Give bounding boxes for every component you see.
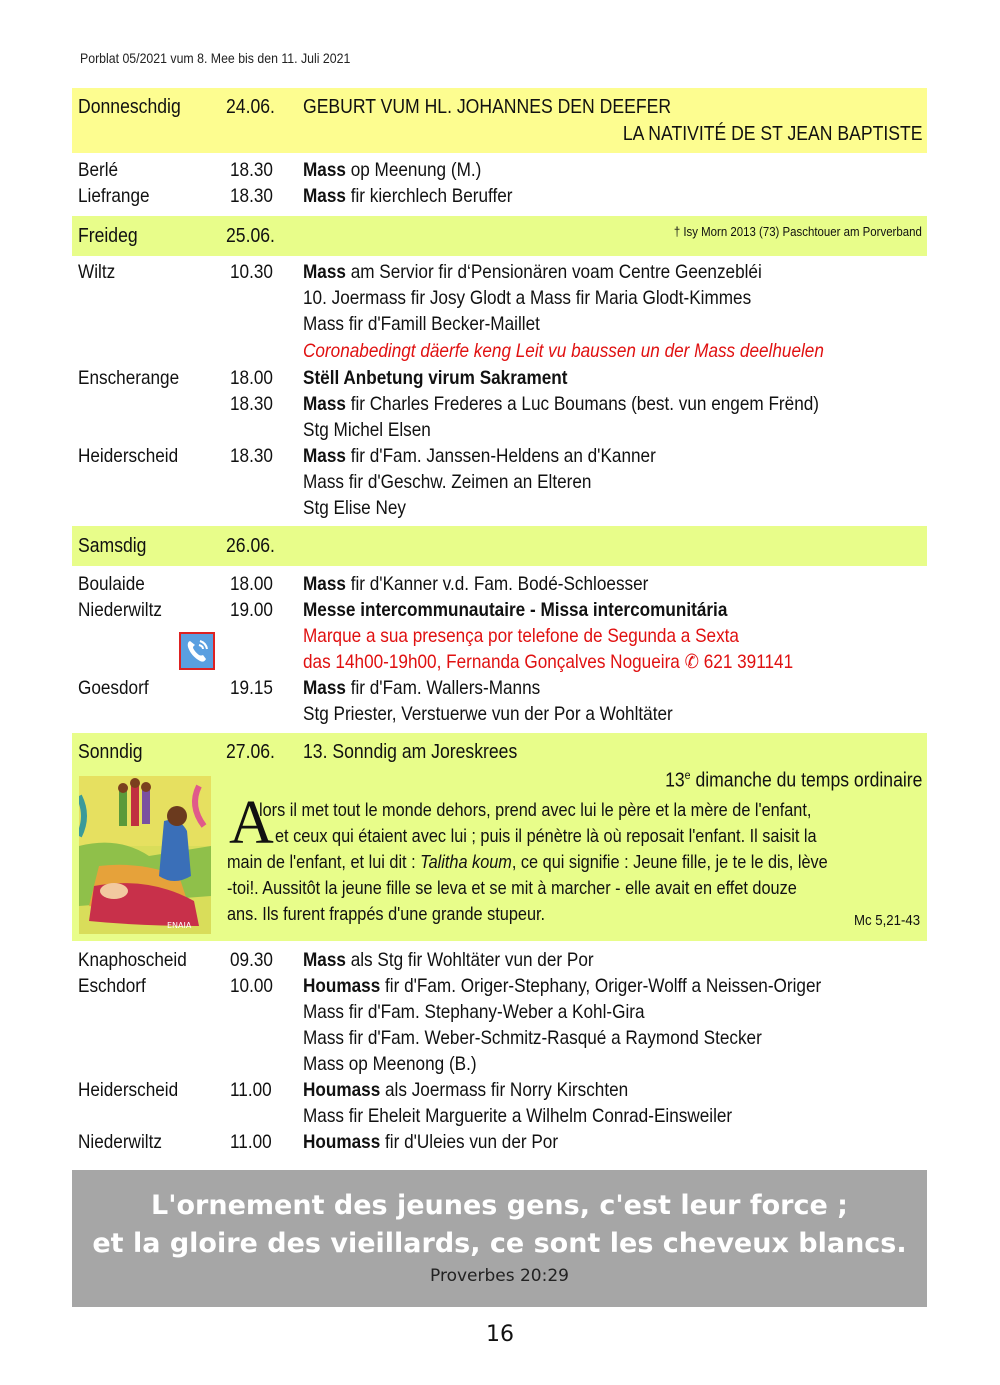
schedule-row: Wiltz 10.30 Mass am Servior fir d‘Pensionären voam Centre Geenzebléi bbox=[78, 261, 762, 283]
day-name: Samsdig bbox=[78, 535, 147, 557]
schedule-row: Liefrange 18.30 Mass fir kierchlech Beruffer bbox=[78, 185, 513, 207]
schedule-row: Knaphoscheid 09.30 Mass als Stg fir Wohltäter vun der Por bbox=[78, 949, 594, 971]
day-name: Freideg bbox=[78, 225, 138, 247]
day-name: Donneschdig bbox=[78, 96, 181, 118]
phone-icon bbox=[179, 632, 215, 670]
day-date: 25.06. bbox=[226, 225, 275, 247]
day-date: 26.06. bbox=[226, 535, 275, 557]
schedule-row: Mass fir d'Geschw. Zeimen an Elteren bbox=[303, 471, 592, 493]
gospel-text: lors il met tout le monde dehors, prend avec lui le père et la mère de l'enfant, et ceux qui étaient avec lui ; puis il pénètre là où reposait l'enfant. Il saisit la main de l'enfant, et lui dit : Talitha koum, ce qui signifie : Jeune fille, je te le dis, lève -toi!. Aussitôt la jeune fille se leva et se mit à marcher - elle avait en effet douze ans. Ils furent frappés d'une grande stupeur. bbox=[227, 799, 828, 924]
schedule-row: Mass op Meenong (B.) bbox=[303, 1053, 477, 1075]
quote-line: L'ornement des jeunes gens, c'est leur force ; bbox=[151, 1190, 848, 1221]
memorial-note: † Isy Morn 2013 (73) Paschtouer am Porverband bbox=[674, 224, 922, 239]
day-date: 24.06. bbox=[226, 96, 275, 118]
day-band-thursday bbox=[72, 88, 927, 153]
day-band-saturday bbox=[72, 526, 927, 566]
drop-cap: A bbox=[229, 789, 274, 857]
day-name: Sonndig bbox=[78, 741, 143, 763]
gospel-painting bbox=[79, 776, 211, 934]
feast-title-fr: LA NATIVITÉ DE ST JEAN BAPTISTE bbox=[622, 123, 922, 145]
schedule-row: das 14h00-19h00, Fernanda Gonçalves Nogueira ✆ 621 391141 bbox=[303, 651, 794, 673]
schedule-row: Mass fir Eheleit Marguerite a Wilhelm Conrad-Einsweiler bbox=[303, 1105, 733, 1127]
gospel-reference: Mc 5,21-43 bbox=[853, 912, 920, 929]
schedule-row: Goesdorf 19.15 Mass fir d'Fam. Wallers-Manns bbox=[78, 677, 541, 699]
svg-text:ENAIA: ENAIA bbox=[167, 921, 192, 930]
page-number: 16 bbox=[486, 1322, 514, 1347]
schedule-row: Boulaide 18.00 Mass fir d'Kanner v.d. Fam. Bodé-Schloesser bbox=[78, 573, 649, 595]
schedule-row: Niederwiltz 19.00 Messe intercommunautaire - Missa intercomunitária bbox=[78, 599, 728, 621]
schedule-row: Stg Priester, Verstuerwe vun der Por a Wohltäter bbox=[303, 703, 673, 725]
schedule-row: Niederwiltz 11.00 Houmass fir d'Uleies vun der Por bbox=[78, 1131, 559, 1153]
schedule-row: Heiderscheid 11.00 Houmass als Joermass fir Norry Kirschten bbox=[78, 1079, 629, 1101]
schedule-row: Mass fir d'Famill Becker-Maillet bbox=[303, 313, 540, 335]
sunday-title-fr: 13e dimanche du temps ordinaire bbox=[664, 768, 922, 792]
corona-notice: Coronabedingt däerfe keng Leit vu baussen un der Mass deelhuelen bbox=[303, 340, 824, 362]
schedule-row: 18.30 Mass fir Charles Frederes a Luc Boumans (best. vun engem Frënd) bbox=[230, 393, 819, 415]
day-band-friday bbox=[72, 216, 927, 256]
schedule-row: Heiderscheid 18.30 Mass fir d'Fam. Janssen-Heldens an d'Kanner bbox=[78, 445, 656, 467]
day-date: 27.06. bbox=[226, 741, 275, 763]
schedule-row: 10. Joermass fir Josy Glodt a Mass fir Maria Glodt-Kimmes bbox=[303, 287, 752, 309]
schedule-row: Mass fir d'Fam. Weber-Schmitz-Rasqué a Raymond Stecker bbox=[303, 1027, 762, 1049]
sunday-title: 13. Sonndig am Joreskrees bbox=[303, 741, 518, 763]
schedule-row: Berlé 18.30 Mass op Meenung (M.) bbox=[78, 159, 482, 181]
schedule-row: Enscherange 18.00 Stëll Anbetung virum Sakrament bbox=[78, 367, 568, 389]
schedule-row: Stg Elise Ney bbox=[303, 497, 407, 519]
schedule-row: Mass fir d'Fam. Stephany-Weber a Kohl-Gira bbox=[303, 1001, 645, 1023]
feast-title: GEBURT VUM HL. JOHANNES DEN DEEFER bbox=[303, 96, 672, 118]
schedule-row: Marque a sua presença por telefone de Segunda a Sexta bbox=[303, 625, 739, 647]
quote-box bbox=[72, 1170, 927, 1307]
page-header: Porblat 05/2021 vum 8. Mee bis den 11. Juli 2021 bbox=[80, 50, 351, 66]
schedule-row: Stg Michel Elsen bbox=[303, 419, 431, 441]
quote-line: et la gloire des vieillards, ce sont les cheveux blancs. bbox=[92, 1228, 907, 1259]
quote-source: Proverbes 20:29 bbox=[430, 1266, 569, 1286]
schedule-row: Eschdorf 10.00 Houmass fir d'Fam. Origer-Stephany, Origer-Wolff a Neissen-Origer bbox=[78, 975, 822, 997]
